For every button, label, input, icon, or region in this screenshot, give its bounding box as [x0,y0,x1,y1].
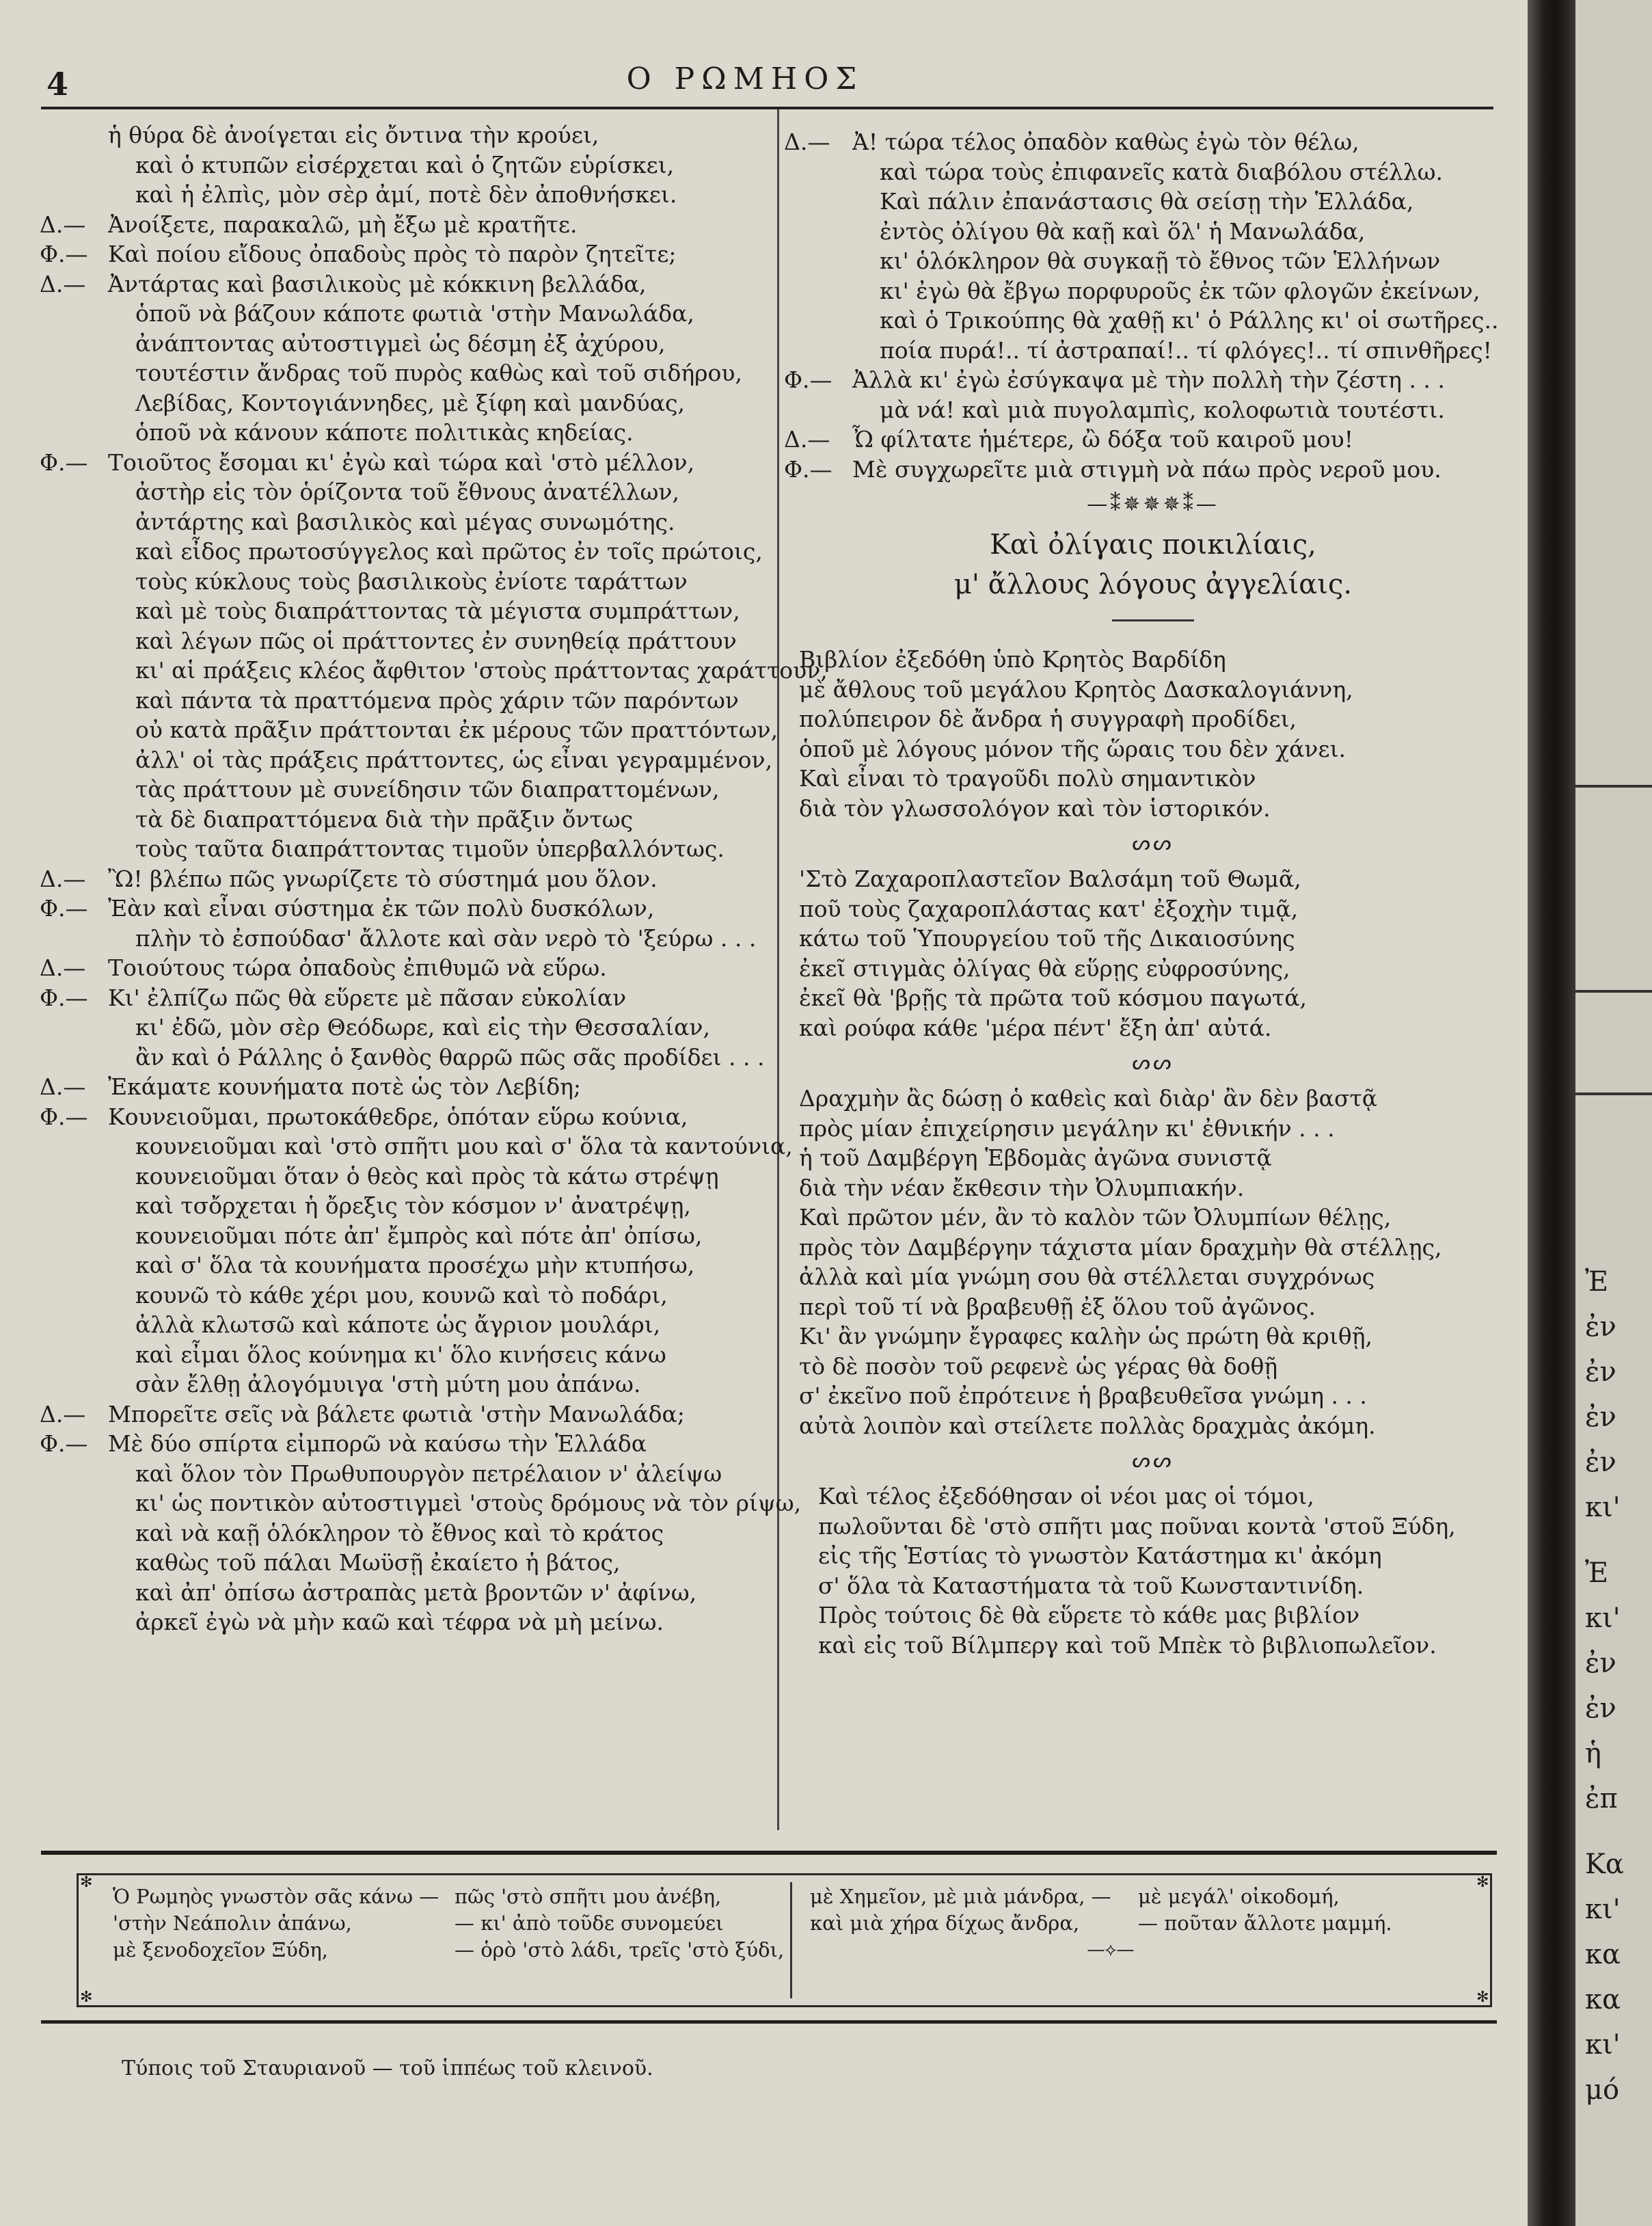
verse-text: τουτέστιν ἄνδρας τοῦ πυρὸς καθὼς καὶ τοῦ σιδήρου, [135,360,742,386]
verse-line [40,1250,764,1280]
verse-line [784,246,1522,276]
section-rule [1112,619,1194,621]
verse-line [40,507,764,537]
verse-text: τὰ δὲ διαπραττόμενα διὰ τὴν πρᾶξιν ὄντως [135,805,634,833]
masthead-title: Ο ΡΩΜΗΟΣ [626,62,864,96]
advert-box [77,1873,1492,2007]
verse-text: Κουνειοῦμαι, πρωτοκάθεδρε, ὁπόταν εὕρω κούνια, [108,1103,688,1130]
verse-text: ἀστὴρ εἰς τὸν ὁρίζοντα τοῦ ἔθνους ἀνατέλλων, [135,479,679,505]
verse-line [40,775,764,805]
verse-text: ἀλλὰ κλωτσῶ καὶ κάποτε ὡς ἄγριον μουλάρι, [135,1311,661,1338]
notice-line: διὰ τὴν νέαν ἔκθεσιν τὴν Ὀλυμπιακήν. [799,1174,1245,1201]
adjacent-page-fragment: Ἐ [1585,1266,1609,1298]
speaker-tag: Δ.— [40,270,86,297]
verse-text: καὶ πάντα τὰ πραττόμενα πρὸς χάριν τῶν παρόντων [135,686,739,714]
verse-line [40,1013,764,1043]
verse-text: καὶ ὁ κτυπῶν εἰσέρχεται καὶ ὁ ζητῶν εὑρίσκει, [135,151,675,178]
notice-line: Καὶ πρῶτον μέν, ἂν τὸ καλὸν τῶν Ὀλυμπίων θέλῃς, [799,1204,1392,1231]
advert-text-a: μὲ Χημεῖον, μὲ μιὰ μάνδρα, — [810,1885,1111,1908]
advert-line [113,1910,784,1937]
adjacent-page-edge [1575,0,1652,2226]
verse-text: καὶ τσὄρχεται ἡ ὄρεξις τὸν κόσμον ν' ἀνατρέψῃ, [135,1192,691,1219]
advert-right-verse [810,1883,1411,1963]
column-divider [777,109,779,1830]
notice-confectionery [784,864,1522,1043]
advert-line [810,1910,1411,1937]
verse-line [40,239,764,269]
verse-text: κι' ἐδῶ, μὸν σὲρ Θεόδωρε, καὶ εἰς τὴν Θεσσαλίαν, [135,1014,710,1041]
speaker-tag: Φ.— [40,448,88,476]
notice-line: ποῦ τοὺς ζαχαροπλάστας κατ' ἐξοχὴν τιμᾷ, [799,895,1299,922]
verse-line [40,1280,764,1311]
verse-text: Ἀλλὰ κι' ἐγὼ ἐσύγκαψα μὲ τὴν πολλὴ τὴν ζέστη . . . [852,366,1445,393]
verse-text: κι' ὡς ποντικὸν αὐτοστιγμεὶ 'στοὺς δρόμους νὰ τὸν ρίψω, [135,1490,802,1516]
speaker-tag: Δ.— [784,426,830,453]
verse-line [40,537,764,567]
adjacent-page-fragment: ἡ [1585,1738,1601,1769]
notice-line: εἰς τῆς Ἑστίας τὸ γνωστὸν Κατάστημα κι' ἀκόμη [818,1542,1382,1569]
speaker-tag: Φ.— [40,895,88,922]
verse-text: καὶ εἶδος πρωτοσύγγελος καὶ πρῶτος ἐν τοῖς πρώτοις, [135,538,763,565]
verse-line [40,448,764,478]
adjacent-page-fragment: ἐν [1585,1447,1616,1478]
notice-line: Καὶ τέλος ἐξεδόθησαν οἱ νέοι μας οἱ τόμοι, [818,1483,1314,1510]
bottom-heavy-rule [41,1851,1497,1855]
verse-text: Κι' ἐλπίζω πῶς θὰ εὕρετε μὲ πᾶσαν εὐκολίαν [108,984,627,1011]
notice-line: Δραχμὴν ἂς δώσῃ ὁ καθεὶς καὶ διὰρ' ἂν δὲν βαστᾷ [799,1085,1378,1112]
section-title-line-1: Καὶ ὀλίγαις ποικιλίαις, [990,529,1316,561]
adjacent-page-fragment: ἐν [1585,1693,1616,1724]
verse-text: ποία πυρά!.. τί ἀστραπαί!.. τί φλόγες!.. τί σπινθῆρες! [880,336,1492,364]
page-header [0,55,1490,103]
verse-text: τὰς πράττουν μὲ συνείδησιν τῶν διαπραττομένων, [135,776,720,803]
speaker-tag: Δ.— [40,865,86,892]
verse-text: κουνειοῦμαι πότε ἀπ' ἔμπρὸς καὶ πότε ἀπ' ὀπίσω, [135,1222,703,1249]
notice-line: Πρὸς τούτοις δὲ θὰ εὕρετε τὸ κάθε μας βιβλίον [818,1602,1359,1628]
speaker-tag: Φ.— [40,984,88,1011]
verse-text: ἀντάρτης καὶ βασιλικὸς καὶ μέγας συνωμότης. [135,508,675,535]
adjacent-page-fragment: κα [1585,1939,1621,1970]
verse-text: καὶ εἶμαι ὅλος κούνημα κι' ὅλο κινήσεις κάνω [135,1341,666,1368]
verse-line [40,1043,764,1073]
adjacent-page-fragment: Κα [1585,1849,1624,1880]
verse-text: Ὢ! βλέπω πῶς γνωρίζετε τὸ σύστημά μου ὅλον. [108,865,658,892]
verse-line [40,1072,764,1102]
notice-line: σ' ὅλα τὰ Καταστήματα τὰ τοῦ Κωνσταντινίδη. [818,1572,1364,1599]
verse-line [40,567,764,597]
verse-text: ἂν καὶ ὁ Ράλλης ὁ ξανθὸς θαρρῶ πῶς σᾶς προδίδει . . . [135,1043,765,1071]
corner-ornament-icon: ✻ [1476,1989,1489,2006]
verse-line [784,306,1522,336]
verse-text: καὶ μὲ τοὺς διαπράττοντας τὰ μέγιστα συμπράττων, [135,598,740,624]
verse-line [784,276,1522,306]
verse-line [40,1340,764,1370]
speaker-tag: Φ.— [784,455,832,483]
right-column [784,127,1522,1660]
corner-ornament-icon: ✻ [1476,1874,1489,1891]
notice-volumes [784,1481,1522,1660]
advert-text-b: — κι' ἀπὸ τοῦδε συνομεύει [455,1912,724,1935]
notice-line: ἀλλὰ καὶ μία γνώμη σου θὰ στέλλεται συγχρόνως [799,1263,1375,1290]
verse-text: ὁποῦ νὰ κάνουν κάποτε πολιτικὰς κηδείας. [135,419,634,446]
advert-text-a: 'στὴν Νεάπολιν ἀπάνω, [113,1912,352,1935]
notice-line: καὶ ρούφα κάθε 'μέρα πέντ' ἔξη ἀπ' αὐτά. [799,1014,1272,1041]
advert-line [113,1883,784,1910]
verse-text: μὰ νά! καὶ μιὰ πυγολαμπὶς, κολοφωτιὰ τουτέστι. [880,396,1445,423]
verse-line [40,180,764,210]
verse-line [40,1459,764,1489]
verse-line [40,686,764,716]
verse-text: καὶ λέγων πῶς οἱ πράττοντες ἐν συνηθείᾳ πράττουν [135,627,737,654]
verse-line [40,894,764,924]
speaker-tag: Φ.— [784,366,832,393]
verse-text: τοὺς ταῦτα διαπράττοντας τιμοῦν ὑπερβαλλόντως. [135,835,725,862]
verse-text: Ἀ! τώρα τέλος ὀπαδὸν καθὼς ἐγὼ τὸν θέλω, [852,129,1359,155]
speaker-tag: Δ.— [40,1073,86,1100]
notice-line: κάτω τοῦ Ὑπουργείου τοῦ τῆς Δικαιοσύνης [799,925,1295,952]
speaker-tag: Φ.— [40,1430,88,1457]
verse-line [40,805,764,835]
notice-line: καὶ εἰς τοῦ Βίλμπεργ καὶ τοῦ Μπὲκ τὸ βιβλιοπωλεῖον. [818,1631,1437,1659]
notice-line: μὲ ἄθλους τοῦ μεγάλου Κρητὸς Δασκαλογιάννη, [799,675,1353,703]
verse-line [784,187,1522,217]
verse-line [40,1162,764,1192]
corner-ornament-icon: ✻ [80,1989,93,2006]
verse-text: Τοιοῦτος ἔσομαι κι' ἐγὼ καὶ τώρα καὶ 'στὸ μέλλον, [108,448,695,476]
adjacent-page-fragment: κι' [1585,1894,1621,1925]
verse-text: κι' ἐγὼ θὰ ἔβγω πορφυροῦς ἐκ τῶν φλογῶν ἐκείνων, [880,277,1480,304]
verse-line [40,656,828,686]
verse-line [40,150,764,180]
verse-text: καὶ τώρα τοὺς ἐπιφανεῖς κατὰ διαβόλου στέλλω. [880,158,1444,185]
verse-text: καὶ ἡ ἐλπὶς, μὸν σὲρ ἀμί, ποτὲ δὲν ἀποθνήσκει. [135,181,677,208]
left-column [40,120,828,1637]
separator-2: ᔕᔕ [1132,1051,1174,1075]
verse-text: καὶ νὰ καῇ ὁλόκληρον τὸ ἔθνος καὶ τὸ κράτος [135,1519,664,1546]
verse-text: καὶ ὁ Τρικούπης θὰ χαθῇ κι' ὁ Ράλλης κι' οἱ σωτῆρες.. [880,307,1499,334]
verse-line [784,157,1522,187]
verse-text: ὁποῦ νὰ βάζουν κάποτε φωτιὰ 'στὴν Μανωλάδα, [135,300,694,327]
verse-text: κι' ὁλόκληρον θὰ συγκαῇ τὸ ἔθνος τῶν Ἑλλήνων [880,247,1441,274]
advert-line [810,1883,1411,1910]
speaker-tag: Δ.— [40,211,86,238]
verse-line [40,210,764,240]
verse-line [40,1399,764,1430]
verse-line [40,1131,793,1162]
adjacent-page-fragment: Ἐ [1585,1557,1609,1589]
adjacent-page-fragment: ἐν [1585,1311,1616,1343]
adjacent-page-rule [1575,1092,1652,1095]
notice-line: ἐκεῖ θὰ 'βρῇς τὰ πρῶτα τοῦ κόσμου παγωτά, [799,984,1308,1011]
verse-line [40,715,778,745]
adjacent-page-fragment: κα [1585,1984,1621,2015]
verse-text: ἡ θύρα δὲ ἀνοίγεται εἰς ὄντινα τὴν κρούει, [108,122,599,148]
verse-text: Μὲ δύο σπίρτα εἰμπορῶ νὰ καύσω τὴν Ἑλλάδα [108,1430,647,1457]
notice-line: πρὸς τὸν Δαμβέργην τάχιστα μίαν δραχμὴν θὰ στέλλῃς, [799,1233,1442,1261]
adjacent-page-fragment: κι' [1585,2029,1621,2061]
speaker-tag: Δ.— [784,129,830,155]
verse-text: Λεβίδας, Κοντογιάννηδες, μὲ ξίφη καὶ μανδύας, [135,389,685,416]
advert-text-a: Ὁ Ρωμηὸς γνωστὸν σᾶς κάνω — [113,1885,439,1908]
adjacent-page-fragment: ἐν [1585,1648,1616,1679]
verse-line [40,953,764,983]
separator-1: ᔕᔕ [1132,831,1174,855]
verse-text: Ἀνοίξετε, παρακαλῶ, μὴ ἔξω μὲ κρατῆτε. [108,211,578,238]
advert-text-a: καὶ μιὰ χήρα δίχως ἄνδρα, [810,1912,1080,1935]
adjacent-page-rule [1575,785,1652,788]
speaker-tag: Δ.— [40,1400,86,1427]
notice-line: τὸ δὲ ποσὸν τοῦ ρεφενὲ ὡς γέρας θὰ δοθῇ [799,1352,1278,1380]
verse-text: κουνῶ τὸ κάθε χέρι μου, κουνῶ καὶ τὸ ποδάρι, [135,1281,668,1309]
verse-line [40,1488,802,1518]
notice-line: Βιβλίον ἐξεδόθη ὑπὸ Κρητὸς Βαρδίδη [799,646,1226,673]
advert-divider [790,1882,792,1998]
verse-line [784,217,1522,247]
speaker-tag: Φ.— [40,241,88,267]
verse-line [40,388,764,418]
notice-line: ἐκεῖ στιγμὰς ὀλίγας θὰ εὕρῃς εὐφροσύνης, [799,954,1290,982]
notice-line: ὁποῦ μὲ λόγους μόνον τῆς ὥραις του δὲν χάνει. [799,735,1346,762]
verse-text: Ἀντάρτας καὶ βασιλικοὺς μὲ κόκκινη βελλάδα, [108,270,647,297]
verse-line [40,477,764,507]
verse-line [40,834,764,864]
advert-text-b: — ὁρὸ 'στὸ λάδι, τρεῖς 'στὸ ξύδι, [455,1938,785,1961]
adjacent-page-fragment: ἐν [1585,1402,1616,1433]
page-number: 4 [46,66,69,103]
verse-line [784,455,1522,485]
advert-text-b: — ποῦταν ἄλλοτε μαμμή. [1138,1912,1392,1935]
verse-text: Ἐὰν καὶ εἶναι σύστημα ἐκ τῶν πολὺ δυσκόλων, [108,895,655,922]
verse-text: ἀρκεῖ ἐγὼ νὰ μὴν καῶ καὶ τέφρα νὰ μὴ μείνω. [135,1609,664,1635]
verse-text: ἀνάπτοντας αὐτοστιγμεὶ ὡς δέσμη ἐξ ἀχύρου, [135,330,666,357]
verse-text: τοὺς κύκλους τοὺς βασιλικοὺς ἐνίοτε ταράττων [135,567,688,595]
verse-line [784,365,1522,395]
verse-text: Καὶ πάλιν ἐπανάστασις θὰ σείσῃ τὴν Ἑλλάδα, [880,188,1414,215]
verse-text: Μὲ συγχωρεῖτε μιὰ στιγμὴ νὰ πάω πρὸς νεροῦ μου. [852,455,1441,483]
verse-text: Καὶ ποίου εἴδους ὀπαδοὺς πρὸς τὸ παρὸν ζητεῖτε; [108,241,677,267]
adjacent-page-fragment: ἐπ [1585,1783,1618,1814]
advert-right-lines [810,1883,1411,1937]
verse-line [40,596,764,626]
verse-line [40,745,773,775]
verse-text: οὐ κατὰ πρᾶξιν πράττονται ἐκ μέρους τῶν πραττόντων, [135,716,778,743]
verse-line [40,269,764,299]
advert-text-a: μὲ ξενοδοχεῖον Ξύδη, [113,1938,328,1961]
verse-line [40,329,764,359]
verse-line [40,1548,764,1578]
header-rule [41,107,1493,109]
advert-line [113,1937,784,1963]
verse-text: πλὴν τὸ ἐσπούδασ' ἄλλοτε καὶ σὰν νερὸ τὸ 'ξεύρω . . . [135,924,757,952]
verse-text: Ὦ φίλτατε ἡμέτερε, ὢ δόξα τοῦ καιροῦ μου! [852,426,1353,453]
notice-line: πολύπειρον δὲ ἄνδρα ἡ συγγραφὴ προδίδει, [799,706,1297,732]
verse-text: καὶ ἀπ' ὀπίσω ἀστραπὰς μετὰ βροντῶν ν' ἀφίνω, [135,1579,697,1606]
verse-text: ἀλλ' οἱ τὰς πράξεις πράττοντες, ὡς εἶναι γεγραμμένον, [135,746,773,773]
verse-line [40,924,764,954]
notice-line: Καὶ εἶναι τὸ τραγοῦδι πολὺ σημαντικὸν [799,765,1256,792]
speaker-tag: Φ.— [40,1103,88,1130]
verse-line [40,299,764,329]
corner-ornament-icon: ✻ [80,1874,93,1891]
dialogue-continuation [784,127,1522,484]
verse-line [40,1102,764,1132]
notice-line: 'Στὸ Ζαχαροπλαστεῖον Βαλσάμη τοῦ Θωμᾶ, [799,866,1301,892]
verse-line [40,626,764,656]
verse-line [784,127,1522,157]
advert-text-b: μὲ μεγάλ' οἰκοδομή, [1138,1885,1340,1908]
verse-line [40,983,764,1013]
footer-rule [41,2020,1497,2024]
notice-olympic-drachma [784,1084,1522,1440]
verse-text: σὰν ἔλθῃ ἀλογόμυιγα 'στὴ μύτη μου ἀπάνω. [135,1371,641,1397]
notice-line: σ' ἐκεῖνο ποῦ ἐπρότεινε ἡ βραβευθεῖσα γνώμη . . . [799,1382,1367,1409]
adjacent-page-fragment: κι' [1585,1603,1621,1634]
verse-line [40,1518,764,1548]
adjacent-page-fragment: κι' [1585,1492,1621,1523]
notice-line: περὶ τοῦ τί νὰ βραβευθῇ ἐξ ὅλου τοῦ ἀγῶνος. [799,1293,1316,1320]
verse-line [40,1221,764,1251]
verse-text: Τοιούτους τώρα ὀπαδοὺς ἐπιθυμῶ νὰ εὕρω. [108,954,607,981]
section-ornament: —⁑✵✵✵⁑— [1087,492,1219,516]
notice-line: αὐτὰ λοιπὸν καὶ στείλετε πολλὰς δραχμὰς ἀκόμη. [799,1412,1376,1439]
verse-text: κι' αἱ πράξεις κλέος ἄφθιτον 'στοὺς πράττοντας χαράττουν, [135,657,828,684]
notice-line: διὰ τὸν γλωσσολόγον καὶ τὸν ἱστορικόν. [799,794,1271,822]
verse-line [40,1310,764,1340]
adjacent-page-fragment: μό [1585,2074,1620,2106]
speaker-tag: Δ.— [40,954,86,981]
verse-text: Μπορεῖτε σεῖς νὰ βάλετε φωτιὰ 'στὴν Μανωλάδα; [108,1400,685,1427]
advert-left-verse [113,1883,784,1963]
adjacent-page-rule [1575,990,1652,993]
verse-text: καὶ ὅλον τὸν Πρωθυπουργὸν πετρέλαιον ν' ἀλείψω [135,1460,722,1487]
verse-line [40,1607,764,1637]
printer-imprint: Τύποις τοῦ Σταυριανοῦ — τοῦ ἱππέως τοῦ κλεινοῦ. [122,2056,653,2080]
verse-line [784,336,1522,366]
adjacent-page-fragment: ἐν [1585,1356,1616,1388]
verse-line [40,1578,764,1608]
verse-line [784,395,1522,425]
notice-line: πρὸς μίαν ἐπιχείρησιν μεγάλην κι' ἐθνικήν . . . [799,1114,1335,1142]
notice-line: Κι' ἂν γνώμην ἔγραφες καλὴν ὡς πρώτη θὰ κριθῇ, [799,1323,1373,1350]
verse-line [40,864,764,894]
verse-text: κουνειοῦμαι καὶ 'στὸ σπῆτι μου καὶ σ' ὅλα τὰ καντούνια, [135,1133,793,1159]
notice-line: ἡ τοῦ Δαμβέργη Ἑβδομὰς ἀγῶνα συνιστᾷ [799,1144,1272,1171]
notice-book-vardidis [784,645,1522,823]
verse-text: κουνειοῦμαι ὅταν ὁ θεὸς καὶ πρὸς τὰ κάτω στρέψῃ [135,1162,719,1190]
verse-line [784,425,1522,455]
verse-line [40,1429,764,1459]
binding-gutter [1528,0,1575,2226]
advert-ornament: —⟡— [1087,1940,1135,1960]
advert-text-b: πῶς 'στὸ σπῆτι μου ἀνέβη, [455,1885,722,1908]
section-title-line-2: μ' ἄλλους λόγους ἀγγελίαις. [953,569,1353,600]
separator-3: ᔕᔕ [1132,1449,1174,1473]
verse-text: Ἐκάματε κουνήματα ποτὲ ὡς τὸν Λεβίδη; [108,1073,582,1100]
verse-text: καθὼς τοῦ πάλαι Μωϋσῇ ἐκαίετο ἡ βάτος, [135,1549,621,1576]
verse-text: ἐντὸς ὀλίγου θὰ καῇ καὶ ὅλ' ἡ Μανωλάδα, [880,217,1366,245]
verse-text: καὶ σ' ὅλα τὰ κουνήματα προσέχω μὴν κτυπήσω, [135,1252,695,1278]
verse-line [40,1191,764,1221]
verse-line [40,418,764,448]
notice-line: πωλοῦνται δὲ 'στὸ σπῆτι μας ποῦναι κοντὰ 'στοῦ Ξύδη, [818,1512,1456,1540]
verse-line [40,1369,764,1399]
verse-line [40,120,764,150]
verse-line [40,358,764,388]
